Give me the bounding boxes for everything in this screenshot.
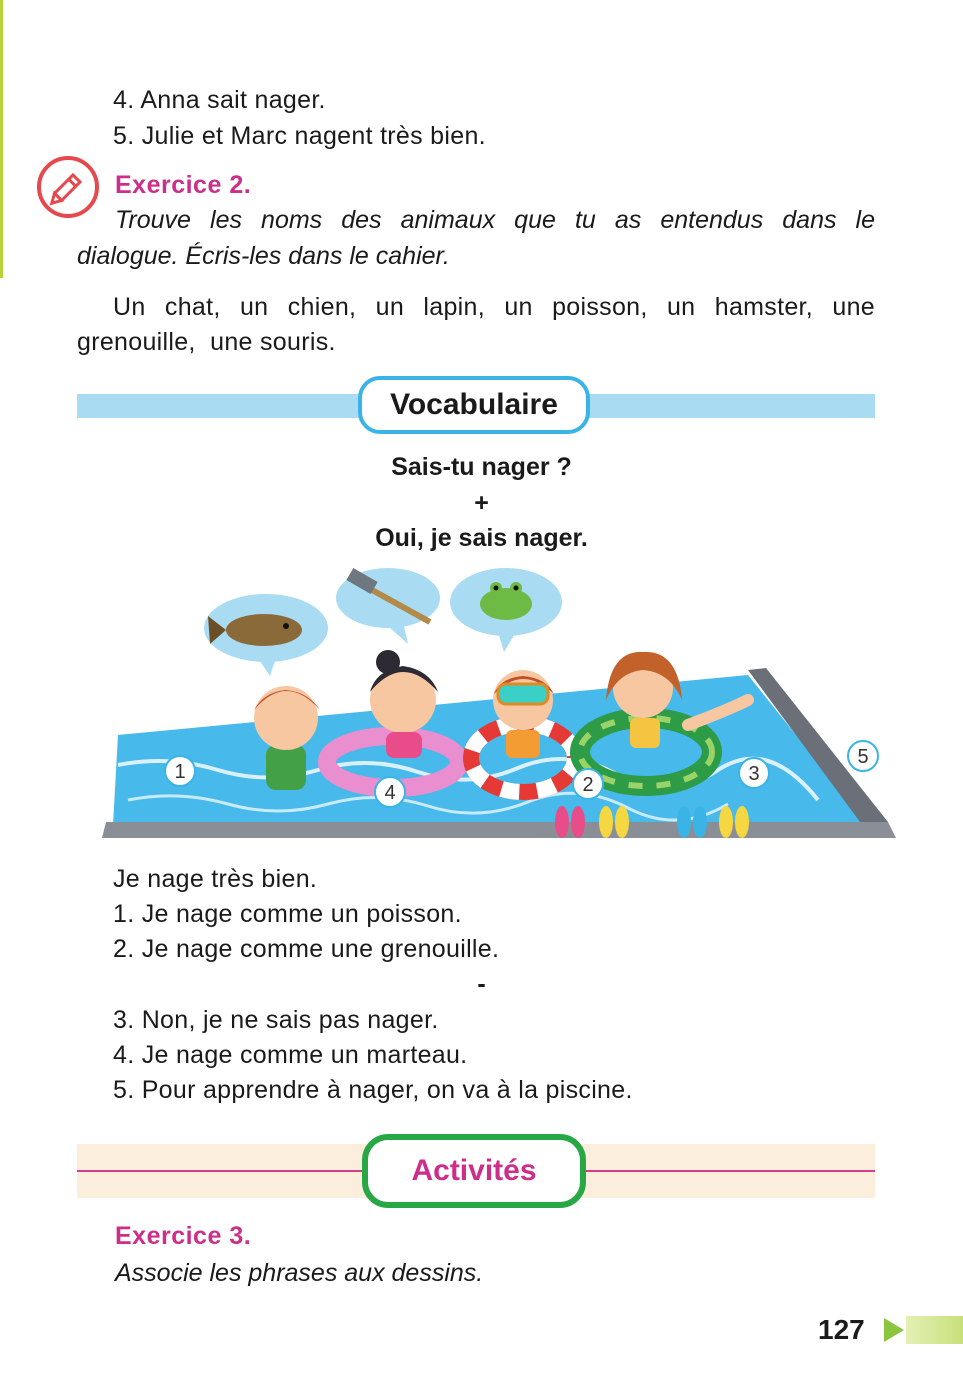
minus-sign: - bbox=[477, 970, 486, 998]
svg-text:3: 3 bbox=[748, 763, 760, 785]
list-item: 4. Je nage comme un marteau. bbox=[113, 1041, 468, 1069]
svg-text:4: 4 bbox=[384, 782, 396, 804]
exercise-2-instruction-line-2: dialogue. Écris-les dans le cahier. bbox=[77, 242, 450, 270]
exercise-2-instruction-line-1: Trouve les noms des animaux que tu as entendus dans le bbox=[115, 206, 875, 234]
label-3 bbox=[739, 758, 769, 788]
vocab-plus-sign: + bbox=[474, 489, 489, 517]
list-item: 5. Pour apprendre à nager, on va à la piscine. bbox=[113, 1076, 633, 1104]
pencil-icon bbox=[36, 155, 100, 219]
list-item: Je nage très bien. bbox=[113, 865, 318, 893]
label-4 bbox=[375, 777, 405, 807]
page-number: 127 bbox=[818, 1314, 865, 1345]
vocabulaire-heading: Vocabulaire bbox=[358, 376, 590, 434]
svg-text:2: 2 bbox=[582, 774, 594, 796]
exercise-3-instruction: Associe les phrases aux dessins. bbox=[115, 1259, 484, 1287]
list-item: 5. Julie et Marc nagent très bien. bbox=[113, 122, 486, 150]
snorkel-mask bbox=[498, 684, 548, 704]
list-item: 3. Non, je ne sais pas nager. bbox=[113, 1006, 439, 1034]
vocab-answer: Oui, je sais nager. bbox=[375, 524, 588, 552]
label-5 bbox=[848, 741, 878, 771]
swimming-pool-illustration bbox=[58, 560, 898, 850]
vocab-question: Sais-tu nager ? bbox=[391, 453, 572, 481]
exercise-2-answer-line-1: Un chat, un chien, un lapin, un poisson, un hamster, une bbox=[113, 293, 875, 321]
svg-text:1: 1 bbox=[174, 761, 186, 783]
exercise-3-title: Exercice 3. bbox=[115, 1222, 252, 1250]
margin-accent-bar bbox=[0, 0, 3, 278]
list-item: 1. Je nage comme un poisson. bbox=[113, 900, 462, 928]
label-1 bbox=[165, 756, 195, 786]
svg-text:5: 5 bbox=[857, 746, 869, 768]
label-2 bbox=[573, 769, 603, 799]
page-arrow-icon bbox=[884, 1318, 904, 1342]
list-item: 2. Je nage comme une grenouille. bbox=[113, 935, 500, 963]
page-strip bbox=[906, 1316, 963, 1344]
list-item: 4. Anna sait nager. bbox=[113, 86, 326, 114]
activites-heading: Activités bbox=[362, 1134, 586, 1208]
exercise-2-title: Exercice 2. bbox=[115, 171, 252, 199]
exercise-2-answer-line-2: grenouille, une souris. bbox=[77, 328, 336, 356]
